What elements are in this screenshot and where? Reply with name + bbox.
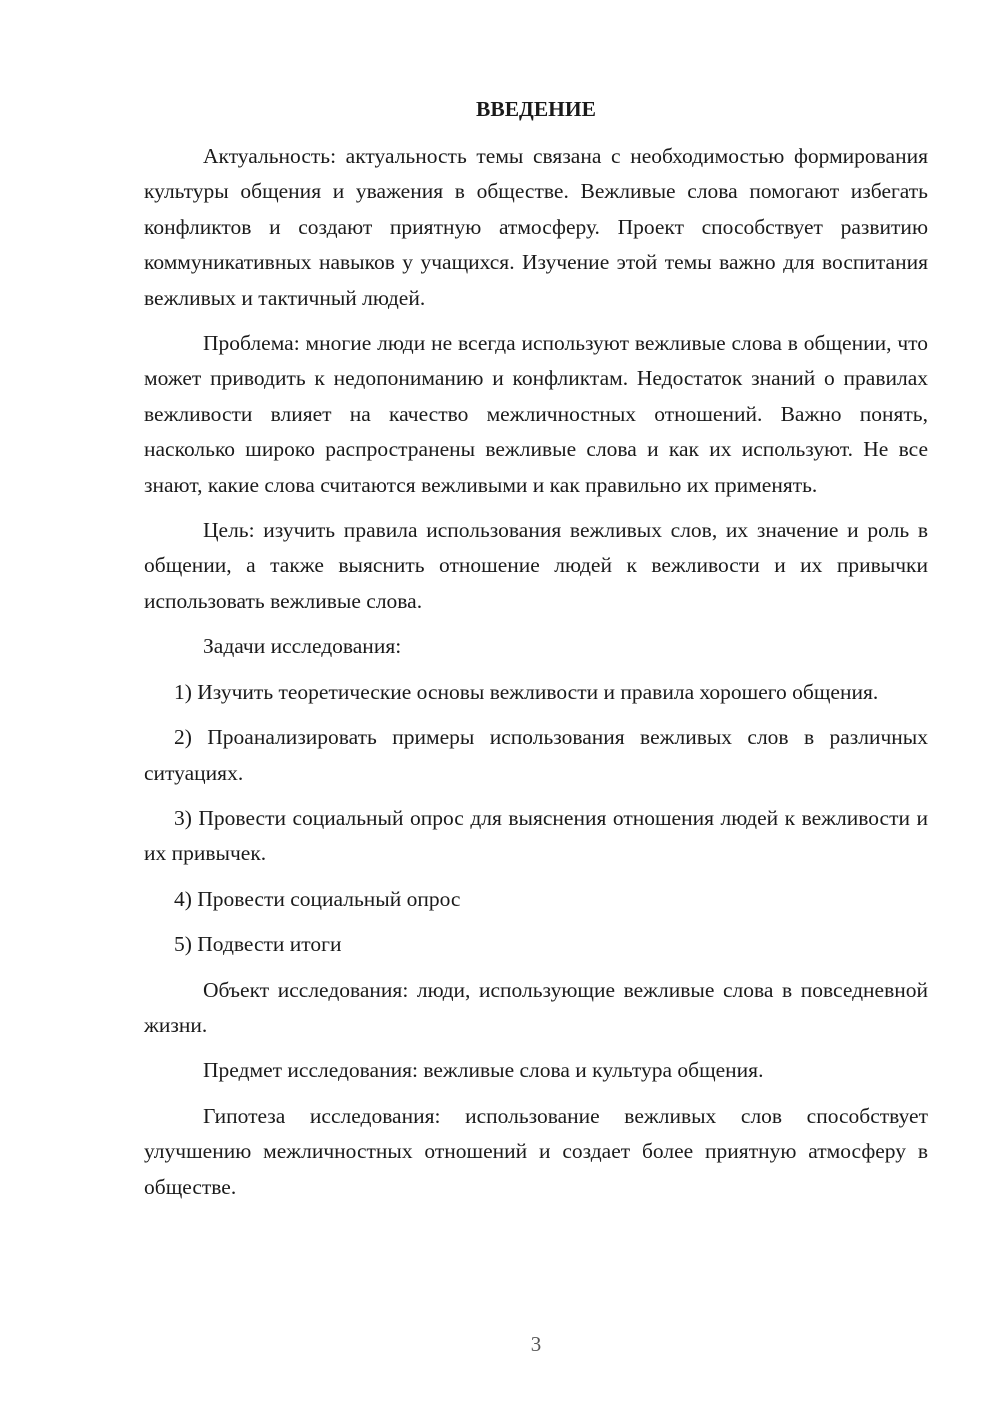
problem-paragraph: Проблема: многие люди не всегда используют вежливые слова в общении, что может приводить к недопониманию и конфликтам. Недостаток знаний о правилах вежливости влияет на качество межличностных отношений. Важно понять, насколько широко распространены вежливые слова и как их используют. Не все знают, какие слова считаются вежливыми и как правильно их применять. [144,331,928,497]
task-item-3: 3) Провести социальный опрос для выяснения отношения людей к вежливости и их привычек. [144,805,928,866]
subject-paragraph: Предмет исследования: вежливые слова и культура общения. [203,1058,764,1083]
object-paragraph: Объект исследования: люди, использующие вежливые слова в повседневной жизни. [144,977,928,1037]
tasks-heading: Задачи исследования: [203,634,402,659]
relevance-paragraph: Актуальность: актуальность темы связана с необходимостью формирования культуры общения и уважения в обществе. Вежливые слова помогают избегать конфликтов и создают приятную атмосферу. Проект способствует развитию коммуникативных навыков у учащихся. Изучение этой темы важно для воспитания вежливых и тактичный людей. [144,144,928,310]
hypothesis-paragraph: Гипотеза исследования: использование вежливых слов способствует улучшению межличностных отношений и создает более приятную атмосферу в обществе. [144,1103,928,1199]
task-item-4: 4) Провести социальный опрос [174,886,461,911]
task-item-5: 5) Подвести итоги [174,932,342,957]
page-number: 3 [530,1332,542,1356]
task-item-1: 1) Изучить теоретические основы вежливости и правила хорошего общения. [174,679,879,704]
page-content [144,92,928,1215]
task-item-2: 2) Проанализировать примеры использования вежливых слов в различных ситуациях. [144,725,928,785]
page-title: ВВЕДЕНИЕ [476,97,596,121]
goal-paragraph: Цель: изучить правила использования вежливых слов, их значение и роль в общении, а также выяснить отношение людей к вежливости и их привычки использовать вежливые слова. [144,518,928,613]
